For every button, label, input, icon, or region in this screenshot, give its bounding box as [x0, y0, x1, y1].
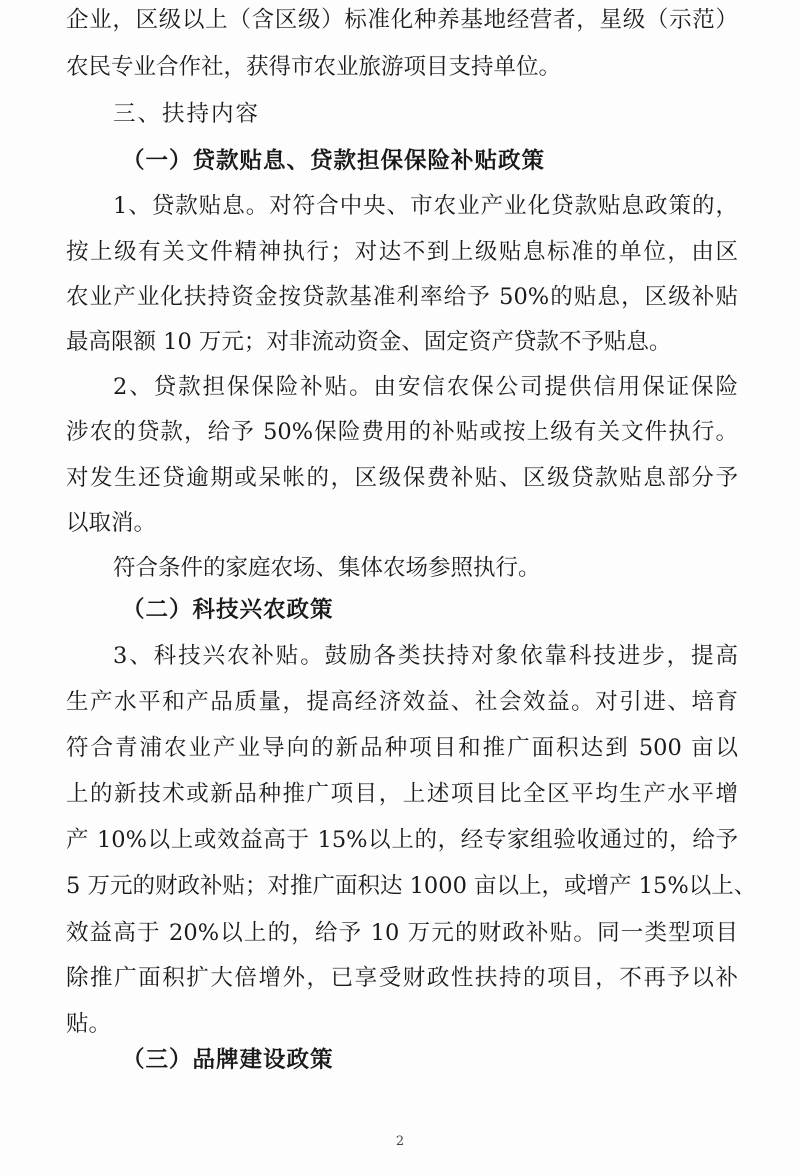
text-line: 涉农的贷款，给予 50%保险费用的补贴或按上级有关文件执行。 — [66, 419, 738, 445]
text-line: 贴。 — [66, 1011, 112, 1037]
text-line: 以取消。 — [66, 510, 157, 536]
section-heading: 三、扶持内容 — [113, 101, 261, 127]
subsection-heading: （一）贷款贴息、贷款担保保险补贴政策 — [122, 148, 546, 174]
page-number: 2 — [395, 1134, 405, 1149]
text-line: 5 万元的财政补贴；对推广面积达 1000 亩以上，或增产 15%以上、 — [66, 873, 757, 899]
text-line: 上的新技术或新品种推广项目，上述项目比全区平均生产水平增 — [66, 781, 738, 807]
text-line: 最高限额 10 万元；对非流动资金、固定资产贷款不予贴息。 — [66, 329, 672, 355]
text-line: 2、贷款担保保险补贴。由安信农保公司提供信用保证保险 — [113, 374, 738, 400]
text-line: 生产水平和产品质量，提高经济效益、社会效益。对引进、培育 — [66, 689, 738, 715]
text-line: 按上级有关文件精神执行；对达不到上级贴息标准的单位，由区 — [66, 239, 738, 265]
text-line: 符合条件的家庭农场、集体农场参照执行。 — [113, 555, 541, 581]
text-line: 产 10%以上或效益高于 15%以上的，经专家组验收通过的，给予 — [66, 827, 738, 853]
text-line: 农业产业化扶持资金按贷款基准利率给予 50%的贴息，区级补贴 — [66, 284, 738, 310]
subsection-heading: （三）品牌建设政策 — [122, 1047, 334, 1073]
text-line: 企业，区级以上（含区级）标准化种养基地经营者，星级（示范） — [66, 7, 738, 33]
text-line: 农民专业合作社，获得市农业旅游项目支持单位。 — [66, 54, 562, 80]
subsection-heading: （二）科技兴农政策 — [122, 597, 334, 623]
text-line: 符合青浦农业产业导向的新品种项目和推广面积达到 500 亩以 — [66, 735, 738, 761]
text-line: 除推广面积扩大倍增外，已享受财政性扶持的项目，不再予以补 — [66, 965, 738, 991]
text-line: 对发生还贷逾期或呆帐的，区级保费补贴、区级贷款贴息部分予 — [66, 465, 738, 491]
text-line: 1、贷款贴息。对符合中央、市农业产业化贷款贴息政策的， — [113, 193, 738, 219]
text-line: 效益高于 20%以上的，给予 10 万元的财政补贴。同一类型项目 — [66, 920, 738, 946]
text-line: 3、科技兴农补贴。鼓励各类扶持对象依靠科技进步，提高 — [113, 643, 738, 669]
